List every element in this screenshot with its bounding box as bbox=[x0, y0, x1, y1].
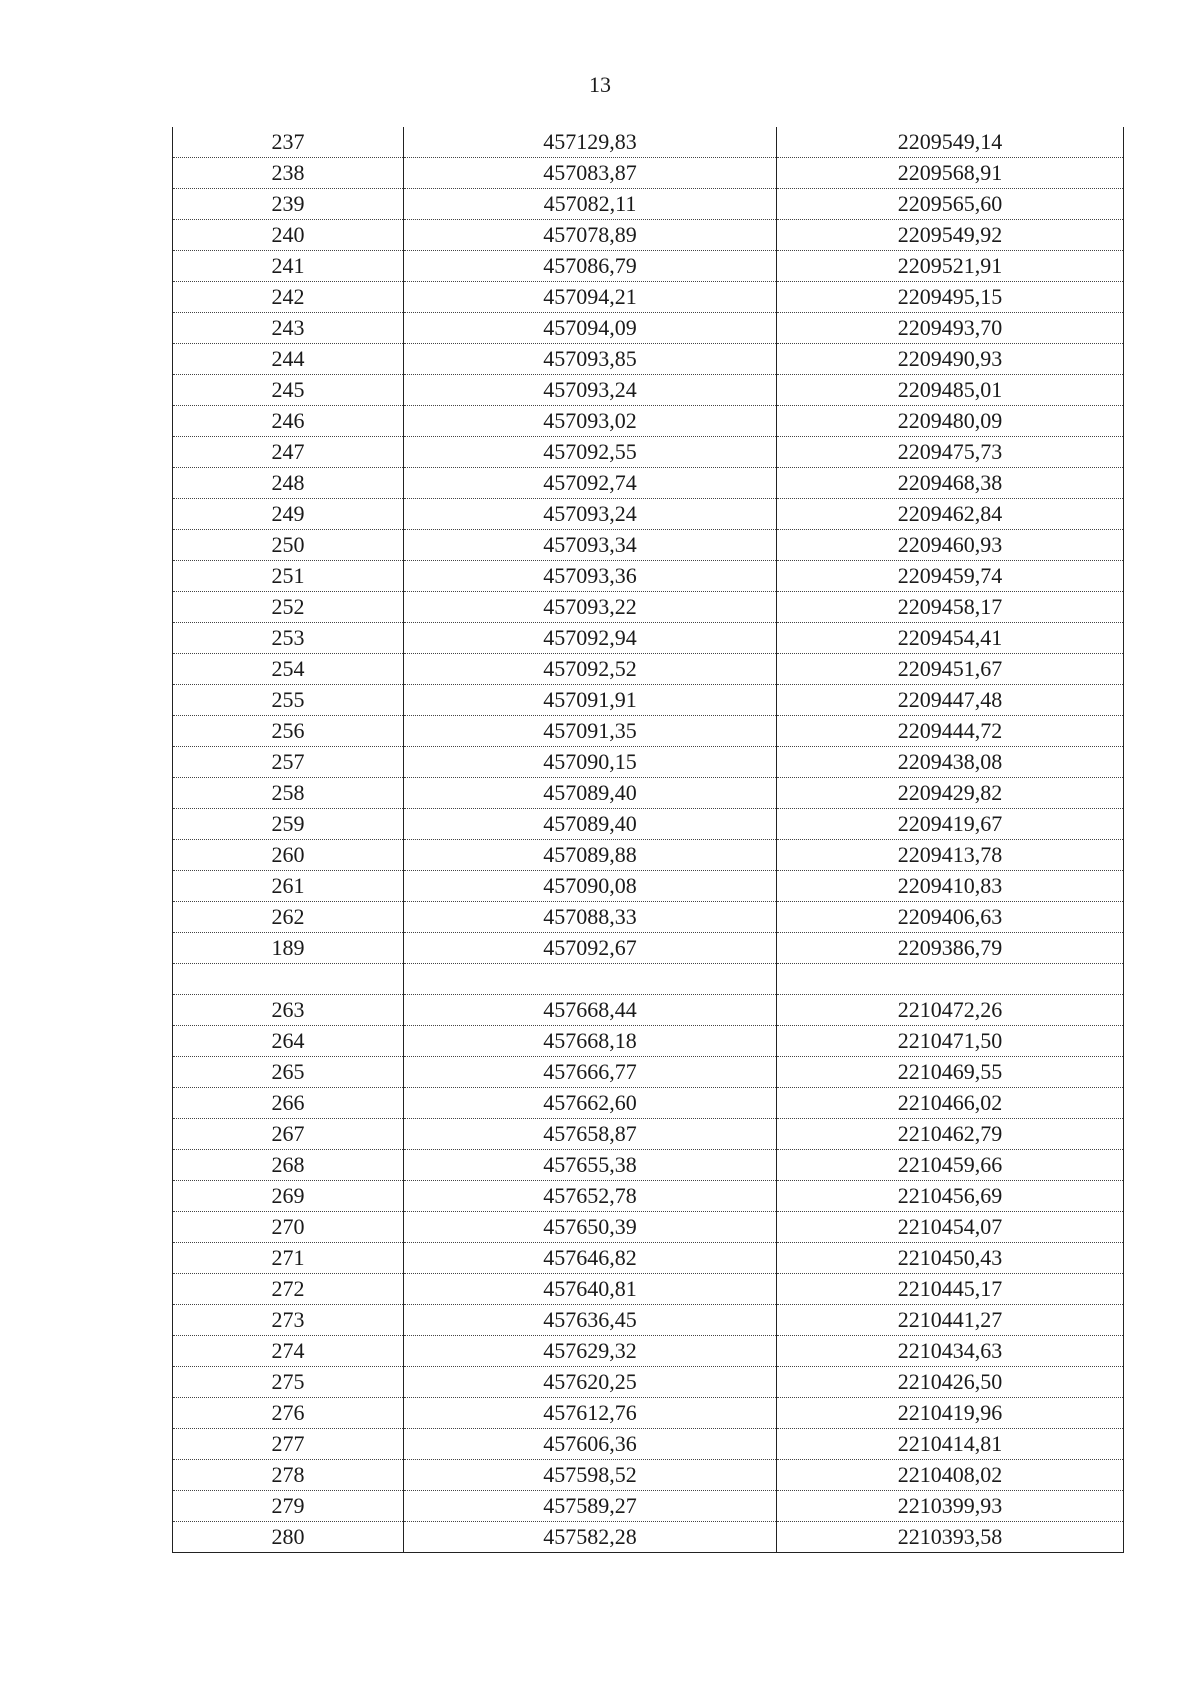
x-coordinate-cell: 457092,94 bbox=[404, 623, 777, 654]
point-number-cell: 267 bbox=[173, 1119, 404, 1150]
y-coordinate-cell: 2210472,26 bbox=[777, 995, 1124, 1026]
point-number-cell: 242 bbox=[173, 282, 404, 313]
x-coordinate-cell: 457090,15 bbox=[404, 747, 777, 778]
x-coordinate-cell: 457089,40 bbox=[404, 778, 777, 809]
y-coordinate-cell: 2209475,73 bbox=[777, 437, 1124, 468]
y-coordinate-cell bbox=[777, 964, 1124, 995]
x-coordinate-cell: 457668,18 bbox=[404, 1026, 777, 1057]
point-number-cell: 255 bbox=[173, 685, 404, 716]
y-coordinate-cell: 2209462,84 bbox=[777, 499, 1124, 530]
x-coordinate-cell: 457646,82 bbox=[404, 1243, 777, 1274]
y-coordinate-cell: 2209568,91 bbox=[777, 158, 1124, 189]
x-coordinate-cell: 457083,87 bbox=[404, 158, 777, 189]
table-row bbox=[173, 933, 1124, 964]
point-number-cell: 280 bbox=[173, 1522, 404, 1553]
point-number-cell: 241 bbox=[173, 251, 404, 282]
x-coordinate-cell: 457093,36 bbox=[404, 561, 777, 592]
table-row bbox=[173, 1026, 1124, 1057]
x-coordinate-cell: 457655,38 bbox=[404, 1150, 777, 1181]
point-number-cell: 245 bbox=[173, 375, 404, 406]
y-coordinate-cell: 2209438,08 bbox=[777, 747, 1124, 778]
point-number-cell: 274 bbox=[173, 1336, 404, 1367]
x-coordinate-cell: 457662,60 bbox=[404, 1088, 777, 1119]
y-coordinate-cell: 2209549,92 bbox=[777, 220, 1124, 251]
point-number-cell: 265 bbox=[173, 1057, 404, 1088]
point-number-cell: 249 bbox=[173, 499, 404, 530]
point-number-cell: 270 bbox=[173, 1212, 404, 1243]
x-coordinate-cell: 457666,77 bbox=[404, 1057, 777, 1088]
y-coordinate-cell: 2209429,82 bbox=[777, 778, 1124, 809]
table-row bbox=[173, 220, 1124, 251]
y-coordinate-cell: 2209444,72 bbox=[777, 716, 1124, 747]
point-number-cell: 262 bbox=[173, 902, 404, 933]
y-coordinate-cell: 2210419,96 bbox=[777, 1398, 1124, 1429]
table-row bbox=[173, 995, 1124, 1026]
y-coordinate-cell: 2209485,01 bbox=[777, 375, 1124, 406]
point-number-cell: 269 bbox=[173, 1181, 404, 1212]
y-coordinate-cell: 2209495,15 bbox=[777, 282, 1124, 313]
y-coordinate-cell: 2209386,79 bbox=[777, 933, 1124, 964]
table-row bbox=[173, 561, 1124, 592]
coordinates-table-body bbox=[173, 127, 1124, 1553]
x-coordinate-cell bbox=[404, 964, 777, 995]
y-coordinate-cell: 2210445,17 bbox=[777, 1274, 1124, 1305]
table-row bbox=[173, 1181, 1124, 1212]
table-row bbox=[173, 468, 1124, 499]
x-coordinate-cell: 457094,09 bbox=[404, 313, 777, 344]
y-coordinate-cell: 2209451,67 bbox=[777, 654, 1124, 685]
x-coordinate-cell: 457078,89 bbox=[404, 220, 777, 251]
x-coordinate-cell: 457093,02 bbox=[404, 406, 777, 437]
table-row bbox=[173, 654, 1124, 685]
point-number-cell: 254 bbox=[173, 654, 404, 685]
y-coordinate-cell: 2210459,66 bbox=[777, 1150, 1124, 1181]
y-coordinate-cell: 2209493,70 bbox=[777, 313, 1124, 344]
point-number-cell: 263 bbox=[173, 995, 404, 1026]
table-row bbox=[173, 1522, 1124, 1553]
table-row bbox=[173, 1274, 1124, 1305]
point-number-cell: 243 bbox=[173, 313, 404, 344]
table-row bbox=[173, 375, 1124, 406]
point-number-cell: 261 bbox=[173, 871, 404, 902]
x-coordinate-cell: 457093,22 bbox=[404, 592, 777, 623]
table-row bbox=[173, 1057, 1124, 1088]
table-row bbox=[173, 716, 1124, 747]
point-number-cell: 260 bbox=[173, 840, 404, 871]
point-number-cell: 272 bbox=[173, 1274, 404, 1305]
y-coordinate-cell: 2210399,93 bbox=[777, 1491, 1124, 1522]
x-coordinate-cell: 457598,52 bbox=[404, 1460, 777, 1491]
point-number-cell bbox=[173, 964, 404, 995]
y-coordinate-cell: 2210426,50 bbox=[777, 1367, 1124, 1398]
x-coordinate-cell: 457606,36 bbox=[404, 1429, 777, 1460]
x-coordinate-cell: 457090,08 bbox=[404, 871, 777, 902]
table-row bbox=[173, 809, 1124, 840]
point-number-cell: 257 bbox=[173, 747, 404, 778]
y-coordinate-cell: 2209459,74 bbox=[777, 561, 1124, 592]
point-number-cell: 258 bbox=[173, 778, 404, 809]
y-coordinate-cell: 2209413,78 bbox=[777, 840, 1124, 871]
y-coordinate-cell: 2210441,27 bbox=[777, 1305, 1124, 1336]
x-coordinate-cell: 457640,81 bbox=[404, 1274, 777, 1305]
table-row bbox=[173, 313, 1124, 344]
table-row bbox=[173, 530, 1124, 561]
page-number: 13 bbox=[589, 72, 611, 97]
table-row bbox=[173, 282, 1124, 313]
x-coordinate-cell: 457129,83 bbox=[404, 127, 777, 158]
point-number-cell: 256 bbox=[173, 716, 404, 747]
table-row bbox=[173, 437, 1124, 468]
point-number-cell: 271 bbox=[173, 1243, 404, 1274]
y-coordinate-cell: 2210454,07 bbox=[777, 1212, 1124, 1243]
x-coordinate-cell: 457652,78 bbox=[404, 1181, 777, 1212]
point-number-cell: 248 bbox=[173, 468, 404, 499]
table-row bbox=[173, 1429, 1124, 1460]
x-coordinate-cell: 457092,67 bbox=[404, 933, 777, 964]
y-coordinate-cell: 2209447,48 bbox=[777, 685, 1124, 716]
x-coordinate-cell: 457091,91 bbox=[404, 685, 777, 716]
x-coordinate-cell: 457091,35 bbox=[404, 716, 777, 747]
point-number-cell: 275 bbox=[173, 1367, 404, 1398]
table-row bbox=[173, 1460, 1124, 1491]
point-number-cell: 266 bbox=[173, 1088, 404, 1119]
x-coordinate-cell: 457089,40 bbox=[404, 809, 777, 840]
y-coordinate-cell: 2209410,83 bbox=[777, 871, 1124, 902]
table-row bbox=[173, 1119, 1124, 1150]
table-row bbox=[173, 1212, 1124, 1243]
point-number-cell: 238 bbox=[173, 158, 404, 189]
point-number-cell: 251 bbox=[173, 561, 404, 592]
table-row bbox=[173, 902, 1124, 933]
table-row bbox=[173, 158, 1124, 189]
point-number-cell: 250 bbox=[173, 530, 404, 561]
point-number-cell: 279 bbox=[173, 1491, 404, 1522]
y-coordinate-cell: 2210450,43 bbox=[777, 1243, 1124, 1274]
y-coordinate-cell: 2209549,14 bbox=[777, 127, 1124, 158]
table-row bbox=[173, 251, 1124, 282]
point-number-cell: 239 bbox=[173, 189, 404, 220]
table-row bbox=[173, 499, 1124, 530]
table-row bbox=[173, 964, 1124, 995]
table-row bbox=[173, 685, 1124, 716]
x-coordinate-cell: 457089,88 bbox=[404, 840, 777, 871]
x-coordinate-cell: 457092,52 bbox=[404, 654, 777, 685]
x-coordinate-cell: 457093,24 bbox=[404, 499, 777, 530]
table-row bbox=[173, 1305, 1124, 1336]
point-number-cell: 237 bbox=[173, 127, 404, 158]
table-row bbox=[173, 1491, 1124, 1522]
point-number-cell: 240 bbox=[173, 220, 404, 251]
x-coordinate-cell: 457668,44 bbox=[404, 995, 777, 1026]
table-row bbox=[173, 840, 1124, 871]
y-coordinate-cell: 2210434,63 bbox=[777, 1336, 1124, 1367]
y-coordinate-cell: 2209565,60 bbox=[777, 189, 1124, 220]
table-row bbox=[173, 1088, 1124, 1119]
x-coordinate-cell: 457082,11 bbox=[404, 189, 777, 220]
x-coordinate-cell: 457650,39 bbox=[404, 1212, 777, 1243]
table-row bbox=[173, 778, 1124, 809]
x-coordinate-cell: 457086,79 bbox=[404, 251, 777, 282]
point-number-cell: 259 bbox=[173, 809, 404, 840]
y-coordinate-cell: 2209406,63 bbox=[777, 902, 1124, 933]
point-number-cell: 246 bbox=[173, 406, 404, 437]
x-coordinate-cell: 457093,24 bbox=[404, 375, 777, 406]
x-coordinate-cell: 457582,28 bbox=[404, 1522, 777, 1553]
x-coordinate-cell: 457629,32 bbox=[404, 1336, 777, 1367]
x-coordinate-cell: 457092,55 bbox=[404, 437, 777, 468]
table-row bbox=[173, 1336, 1124, 1367]
point-number-cell: 276 bbox=[173, 1398, 404, 1429]
table-row bbox=[173, 1398, 1124, 1429]
y-coordinate-cell: 2209480,09 bbox=[777, 406, 1124, 437]
x-coordinate-cell: 457093,34 bbox=[404, 530, 777, 561]
y-coordinate-cell: 2209460,93 bbox=[777, 530, 1124, 561]
x-coordinate-cell: 457093,85 bbox=[404, 344, 777, 375]
table-row bbox=[173, 1243, 1124, 1274]
table-row bbox=[173, 406, 1124, 437]
y-coordinate-cell: 2210393,58 bbox=[777, 1522, 1124, 1553]
point-number-cell: 247 bbox=[173, 437, 404, 468]
table-row bbox=[173, 127, 1124, 158]
y-coordinate-cell: 2209490,93 bbox=[777, 344, 1124, 375]
point-number-cell: 189 bbox=[173, 933, 404, 964]
table-row bbox=[173, 1367, 1124, 1398]
y-coordinate-cell: 2210469,55 bbox=[777, 1057, 1124, 1088]
table-row bbox=[173, 747, 1124, 778]
point-number-cell: 244 bbox=[173, 344, 404, 375]
x-coordinate-cell: 457589,27 bbox=[404, 1491, 777, 1522]
x-coordinate-cell: 457088,33 bbox=[404, 902, 777, 933]
point-number-cell: 278 bbox=[173, 1460, 404, 1491]
x-coordinate-cell: 457620,25 bbox=[404, 1367, 777, 1398]
point-number-cell: 268 bbox=[173, 1150, 404, 1181]
y-coordinate-cell: 2209468,38 bbox=[777, 468, 1124, 499]
table-row bbox=[173, 189, 1124, 220]
x-coordinate-cell: 457636,45 bbox=[404, 1305, 777, 1336]
table-row bbox=[173, 871, 1124, 902]
point-number-cell: 253 bbox=[173, 623, 404, 654]
table-row bbox=[173, 623, 1124, 654]
y-coordinate-cell: 2209458,17 bbox=[777, 592, 1124, 623]
y-coordinate-cell: 2210462,79 bbox=[777, 1119, 1124, 1150]
y-coordinate-cell: 2209454,41 bbox=[777, 623, 1124, 654]
y-coordinate-cell: 2209521,91 bbox=[777, 251, 1124, 282]
x-coordinate-cell: 457658,87 bbox=[404, 1119, 777, 1150]
y-coordinate-cell: 2209419,67 bbox=[777, 809, 1124, 840]
table-row bbox=[173, 592, 1124, 623]
x-coordinate-cell: 457092,74 bbox=[404, 468, 777, 499]
point-number-cell: 277 bbox=[173, 1429, 404, 1460]
y-coordinate-cell: 2210471,50 bbox=[777, 1026, 1124, 1057]
point-number-cell: 252 bbox=[173, 592, 404, 623]
point-number-cell: 264 bbox=[173, 1026, 404, 1057]
table-row bbox=[173, 344, 1124, 375]
y-coordinate-cell: 2210414,81 bbox=[777, 1429, 1124, 1460]
table-row bbox=[173, 1150, 1124, 1181]
y-coordinate-cell: 2210408,02 bbox=[777, 1460, 1124, 1491]
x-coordinate-cell: 457094,21 bbox=[404, 282, 777, 313]
coordinates-table bbox=[172, 127, 1124, 1553]
point-number-cell: 273 bbox=[173, 1305, 404, 1336]
x-coordinate-cell: 457612,76 bbox=[404, 1398, 777, 1429]
y-coordinate-cell: 2210456,69 bbox=[777, 1181, 1124, 1212]
y-coordinate-cell: 2210466,02 bbox=[777, 1088, 1124, 1119]
